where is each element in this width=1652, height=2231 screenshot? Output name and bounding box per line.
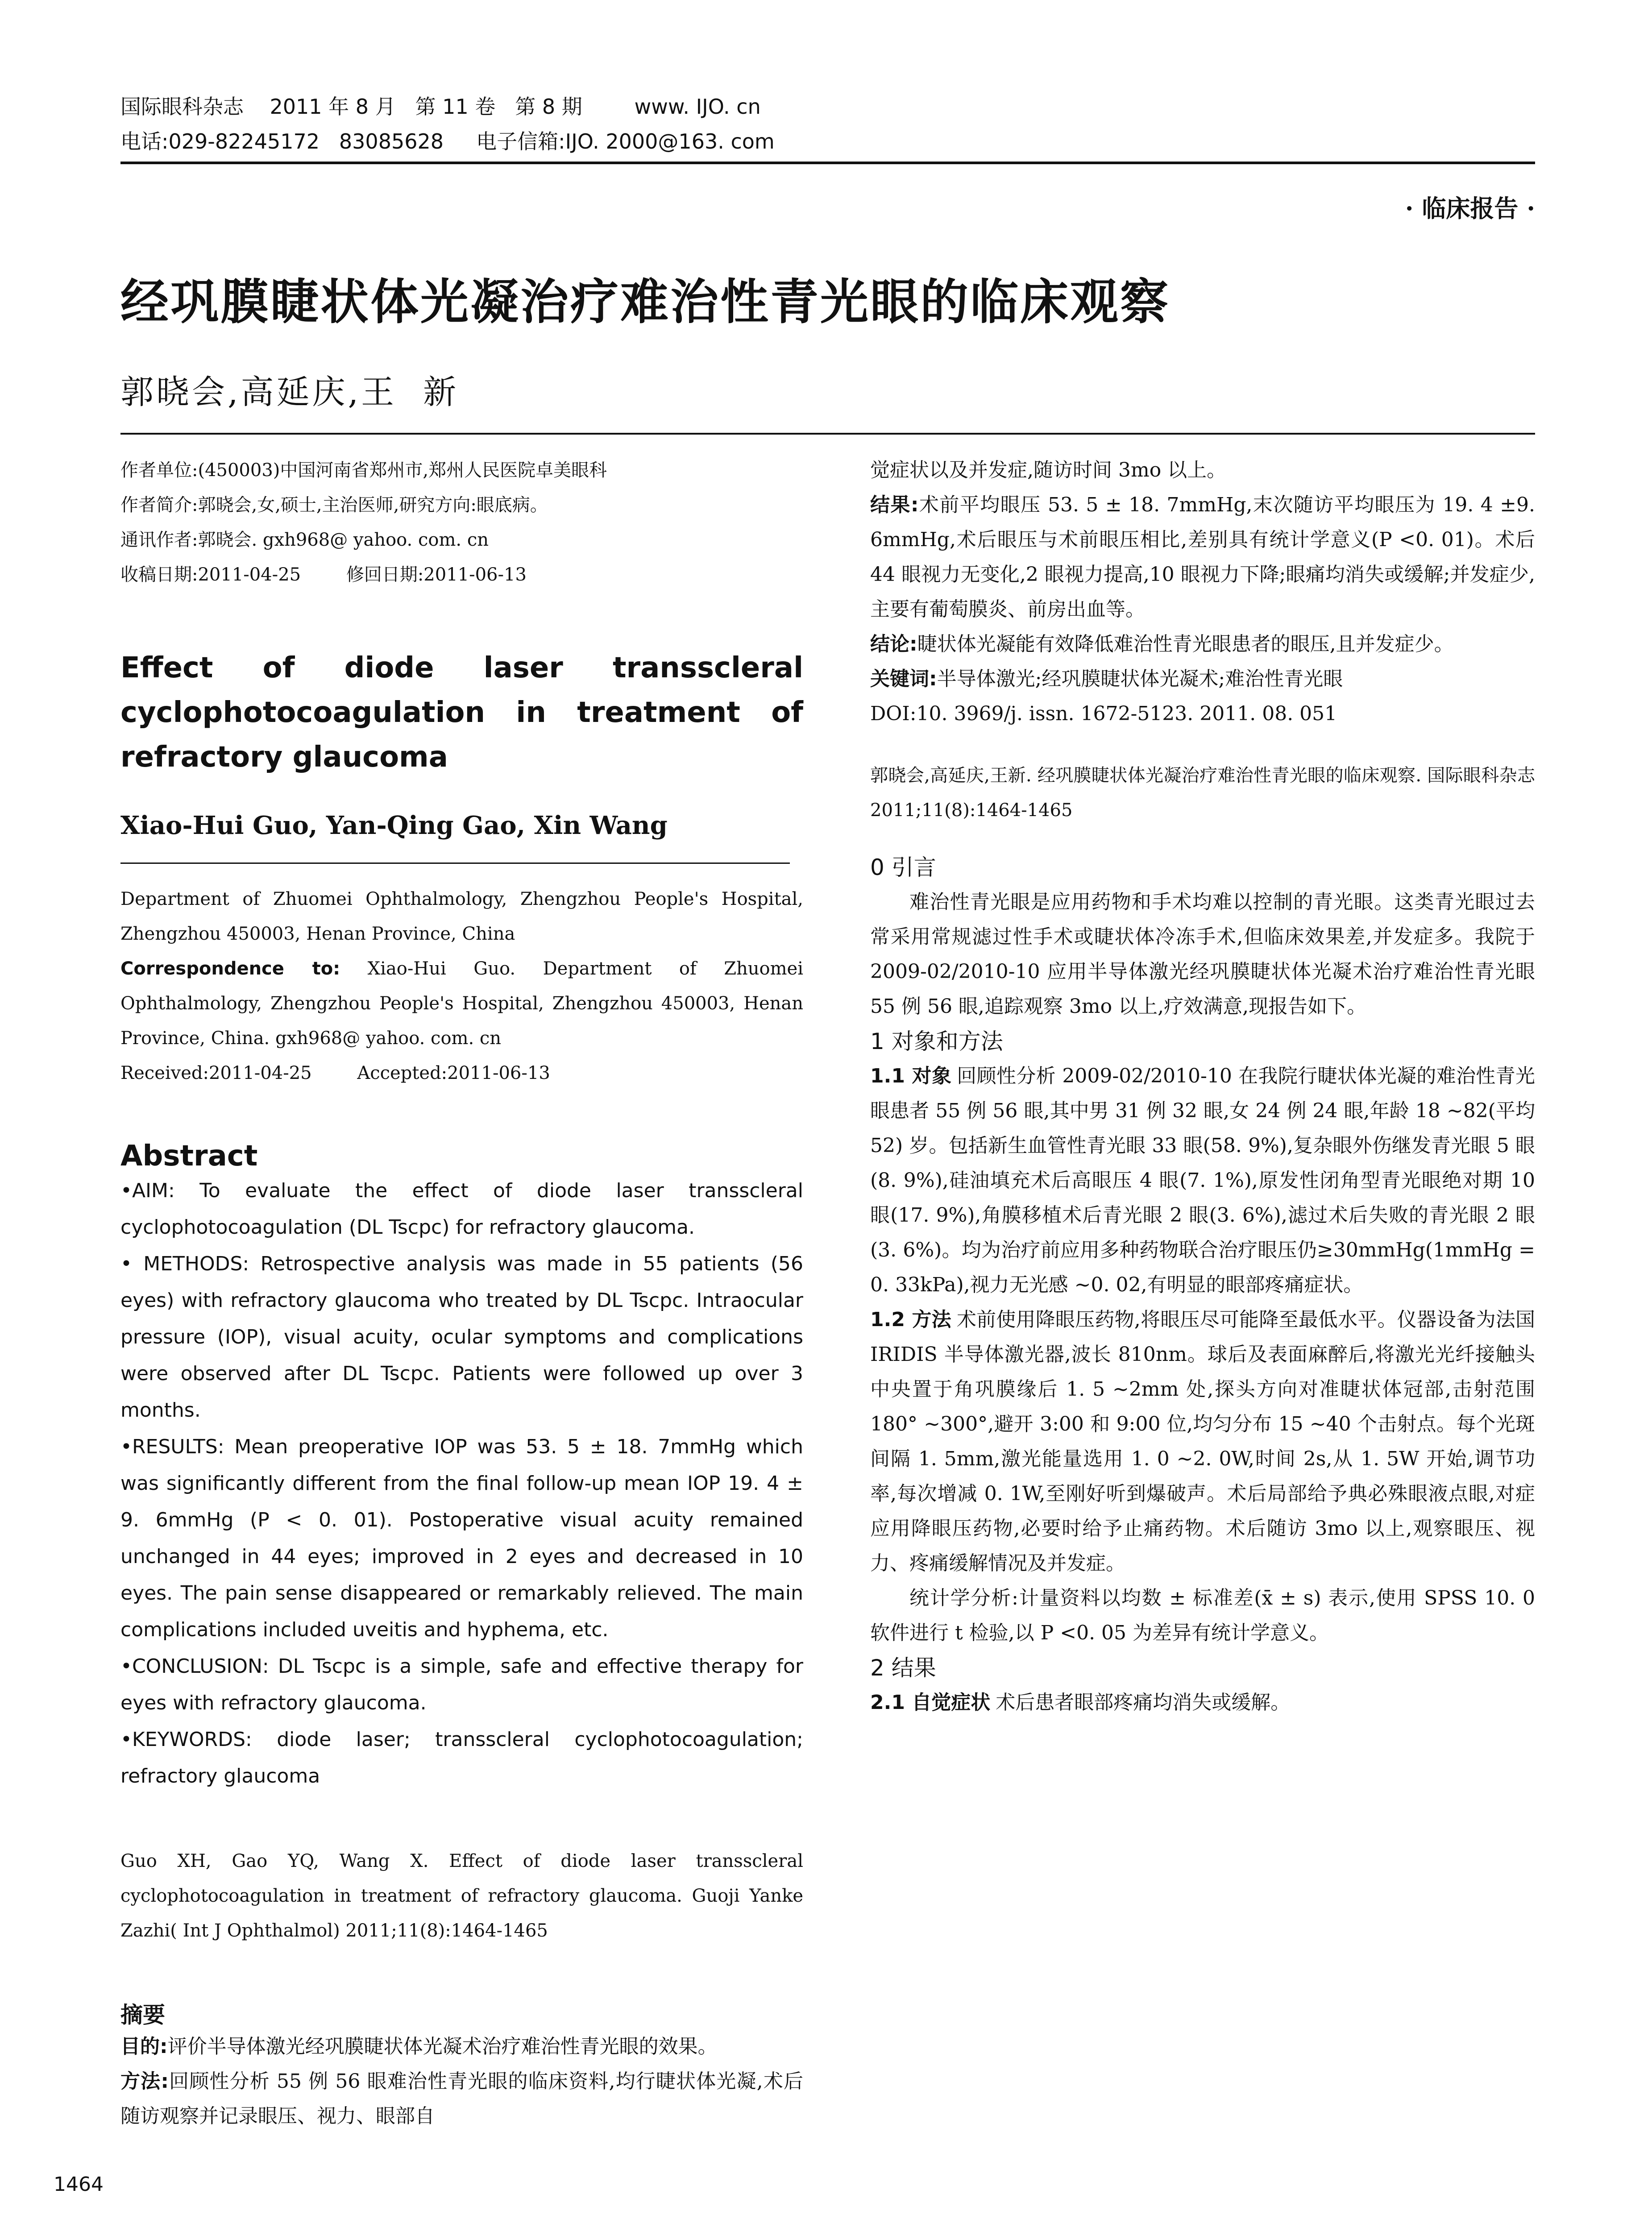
section-1-1-paragraph: 回顾性分析 2009-02/2010-10 在我院行睫状体光凝的难治性青光眼患者 55 例 56 眼,其中男 31 例 32 眼,女 24 例 24 眼,年龄 18 ~82(平均 52) 岁。包括新生血管性青光眼 33 眼(58. 9%),复杂眼外伤继发青光眼 5 眼(8. 9%),硅油填充术后高眼压 4 眼(7. 1%),原发性闭角型青光眼绝对期 10 眼(17. 9%),角膜移植术后青光眼 2 眼(3. 6%),滤过术后失败的青光眼 2 眼(3. 6%)。均为治疗前应用多种药物联合治疗眼压仍≥30mmHg(1mmHg = 0. 33kPa),视力无光感 ~0. 02,有明显的眼部疼痛症状。 [870, 1065, 1535, 1296]
doi: DOI:10. 3969/j. issn. 1672-5123. 2011. 08. 051 [870, 702, 1337, 725]
header-contact-line: 电话:029-82245172 83085628 电子信箱:IJO. 2000@163. com [120, 129, 775, 153]
page-number: 1464 [54, 2173, 104, 2196]
section-2-heading: 2 结果 [870, 1655, 936, 1681]
running-header [120, 89, 1535, 164]
statistics-paragraph: 统计学分析:计量资料以均数 ± 标准差(x̄ ± s) 表示,使用 SPSS 10. 0 软件进行 t 检验,以 P <0. 05 为差异有统计学意义。 [870, 1587, 1535, 1644]
right-column [870, 453, 1535, 1720]
affil-dates: 收稿日期:2011-04-25 修回日期:2011-06-13 [120, 564, 527, 585]
abs-keywords-label: •KEYWORDS: [120, 1728, 252, 1751]
cn-methods: 回顾性分析 55 例 56 眼难治性青光眼的临床资料,均行睫状体光凝,术后随访观察并记录眼压、视力、眼部自 [120, 2070, 803, 2127]
section-0-heading: 0 引言 [870, 854, 936, 880]
cn-methods-label: 方法: [120, 2070, 169, 2093]
journal-page [120, 89, 1535, 2231]
cn-affiliation-block [120, 453, 803, 592]
en-corr: Xiao-Hui Guo. Department of Zhuomei Ophthalmology, Zhengzhou People's Hospital, Zhengzhou 450003, Henan Province, China. gxh968@ yahoo. com. cn [120, 958, 804, 1049]
abs-conclusion-label: •CONCLUSION: [120, 1655, 269, 1678]
en-corr-label: Correspondence to: [120, 958, 340, 979]
cn-results: 术前平均眼压 53. 5 ± 18. 7mmHg,末次随访平均眼压为 19. 4 ±9. 6mmHg,术后眼压与术前眼压相比,差别具有统计学意义(P <0. 01)。术后 44 眼视力无变化,2 眼视力提高,10 眼视力下降;眼痛均消失或缓解;并发症少,主要有葡萄膜炎、前房出血等。 [870, 493, 1535, 621]
cn-aim-label: 目的: [120, 2035, 168, 2058]
cn-results-label: 结果: [870, 493, 919, 516]
cn-keywords: 半导体激光;经巩膜睫状体光凝术;难治性青光眼 [937, 668, 1343, 690]
abs-conclusion: DL Tscpc is a simple, safe and effective therapy for eyes with refractory glaucoma. [120, 1655, 803, 1714]
article-title: 经巩膜睫状体光凝治疗难治性青光眼的临床观察 [120, 274, 1171, 330]
affil-corr: 通讯作者:郭晓会. gxh968@ yahoo. com. cn [120, 530, 489, 550]
abs-aim: To evaluate the effect of diode laser transscleral cyclophotocoagulation (DL Tscpc) for refractory glaucoma. [120, 1179, 803, 1239]
cn-aim: 评价半导体激光经巩膜睫状体光凝术治疗难治性青光眼的效果。 [167, 2035, 718, 2058]
en-dept: Department of Zhuomei Ophthalmology, Zhengzhou People's Hospital, Zhengzhou 450003, Henan Province, China [120, 889, 803, 944]
section-1-2-label: 1.2 方法 [870, 1308, 951, 1331]
english-title: Effect of diode laser transscleral cyclophotocoagulation in treatment of refractory glaucoma [120, 651, 803, 774]
section-2-1-label: 2.1 自觉症状 [870, 1691, 991, 1714]
cn-conclusion-label: 结论: [870, 633, 917, 655]
en-affiliation-block [120, 882, 803, 1091]
section-2-1-paragraph: 术后患者眼部疼痛均消失或缓解。 [996, 1691, 1291, 1714]
abs-results: Mean preoperative IOP was 53. 5 ± 18. 7mmHg which was significantly different from the final follow-up mean IOP 19. 4 ± 9. 6mmHg (P < 0. 01). Postoperative visual acuity remained unchanged in 44 eyes; improved in 2 eyes and decreased in 10 eyes. The pain sense disappeared or remarkably relieved. The main complications included uveitis and hyphema, etc. [120, 1435, 803, 1641]
header-journal-line: 国际眼科杂志 2011 年 8 月 第 11 卷 第 8 期 www. IJO. cn [120, 95, 761, 119]
abstract-heading: Abstract [120, 1140, 258, 1173]
cn-abstract-heading: 摘要 [120, 2002, 165, 2028]
section-1-heading: 1 对象和方法 [870, 1028, 1003, 1054]
section-1-1-label: 1.1 对象 [870, 1065, 952, 1087]
english-authors: Xiao-Hui Guo, Yan-Qing Gao, Xin Wang [120, 811, 668, 840]
cn-conclusion: 睫状体光凝能有效降低难治性青光眼患者的眼压,且并发症少。 [917, 633, 1454, 655]
english-citation: Guo XH, Gao YQ, Wang X. Effect of diode laser transscleral cyclophotocoagulation in treatment of refractory glaucoma. Guoji Yanke Zazhi( Int J Ophthalmol) 2011;11(8):1464-1465 [120, 1851, 803, 1941]
cn-methods-continued: 觉症状以及并发症,随访时间 3mo 以上。 [870, 459, 1227, 481]
abs-aim-label: •AIM: [120, 1179, 175, 1202]
affil-intro: 作者简介:郭晓会,女,硕士,主治医师,研究方向:眼底病。 [120, 495, 548, 515]
section-tag: · 临床报告 · [1405, 194, 1535, 223]
en-dates: Received:2011-04-25 Accepted:2011-06-13 [120, 1063, 550, 1083]
title-rule [120, 433, 1535, 435]
affil-unit: 作者单位:(450003)中国河南省郑州市,郑州人民医院卓美眼科 [120, 460, 607, 481]
english-abstract [120, 1140, 803, 1795]
article-authors: 郭晓会,高延庆,王 新 [120, 373, 459, 411]
chinese-abstract [120, 1997, 803, 2134]
abs-results-label: •RESULTS: [120, 1435, 224, 1458]
abs-methods-label: • METHODS: [120, 1252, 249, 1275]
section-1-2-paragraph: 术前使用降眼压药物,将眼压尽可能降至最低水平。仪器设备为法国 IRIDIS 半导体激光器,波长 810nm。球后及表面麻醉后,将激光光纤接触头中央置于角巩膜缘后 1. 5 ~2mm 处,探头方向对准睫状体冠部,击射范围 180° ~300°,避开 3:00 和 9:00 位,均匀分布 15 ~40 个击射点。每个光斑间隔 1. 5mm,激光能量选用 1. 0 ~2. 0W,时间 2s,从 1. 5W 开始,调节功率,每次增减 0. 1W,至刚好听到爆破声。术后局部给予典必殊眼液点眼,对症应用降眼压药物,必要时给予止痛药物。术后随访 3mo 以上,观察眼压、视力、疼痛缓解情况及并发症。 [870, 1308, 1536, 1575]
left-column [120, 453, 803, 2134]
cn-keywords-label: 关键词: [870, 668, 937, 690]
section-0-paragraph: 难治性青光眼是应用药物和手术均难以控制的青光眼。这类青光眼过去常采用常规滤过性手术或睫状体冷冻手术,但临床效果差,并发症多。我院于 2009-02/2010-10 应用半导体激光经巩膜睫状体光凝术治疗难治性青光眼 55 例 56 眼,追踪观察 3mo 以上,疗效满意,现报告如下。 [870, 891, 1535, 1018]
chinese-citation: 郭晓会,高延庆,王新. 经巩膜睫状体光凝治疗难治性青光眼的临床观察. 国际眼科杂志 2011;11(8):1464-1465 [870, 765, 1535, 821]
abs-methods: Retrospective analysis was made in 55 patients (56 eyes) with refractory glaucoma who treated by DL Tscpc. Intraocular pressure (IOP), visual acuity, ocular symptoms and complications were observed after DL Tscpc. Patients were followed up over 3 months. [120, 1252, 803, 1422]
header-rule [120, 162, 1535, 164]
abs-keywords: diode laser; transscleral cyclophotocoagulation; refractory glaucoma [120, 1728, 803, 1787]
